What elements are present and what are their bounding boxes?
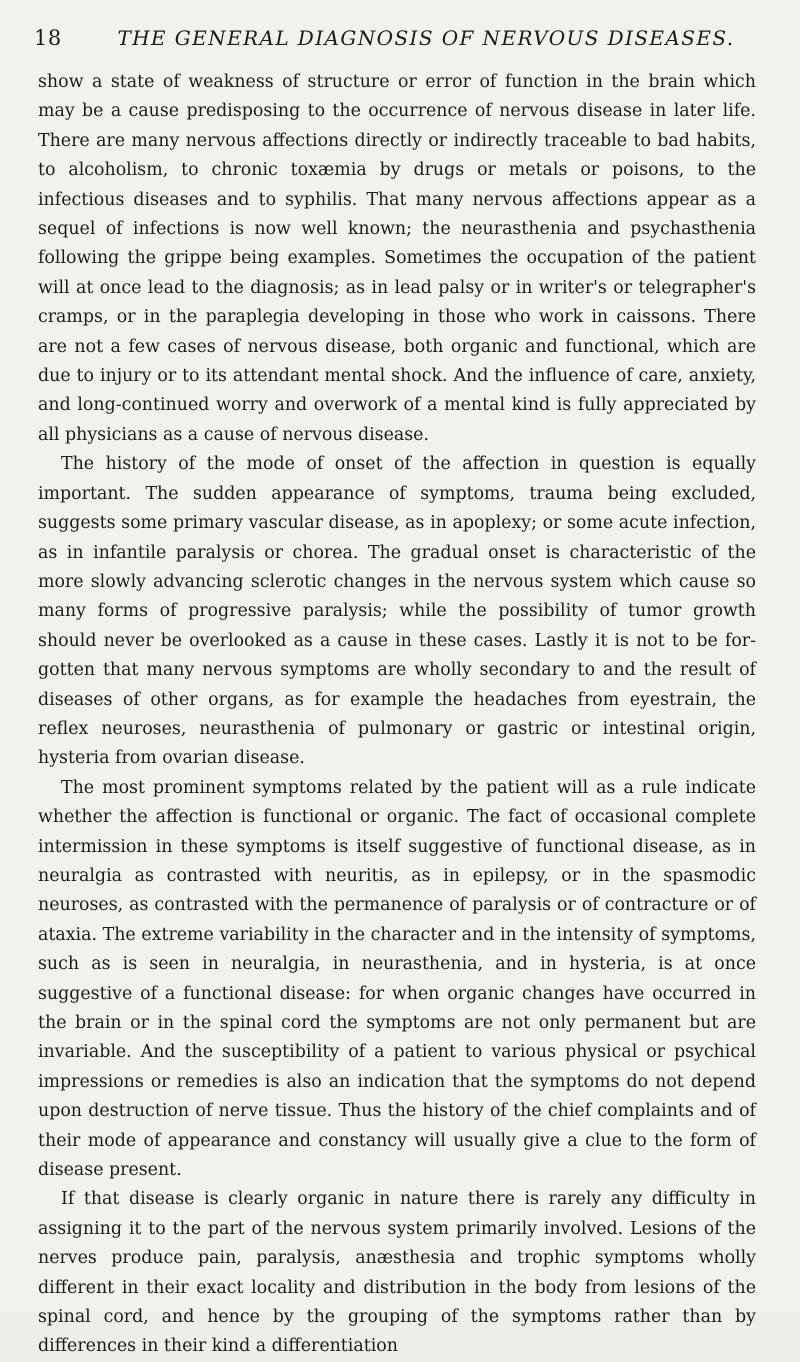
paragraph-prominent-symptoms: The most prominent symptoms related by the patient will as a rule indicate whether the affection is functional or organic. The fact of occasional complete intermission in these symptoms is itself suggestive of functional disease, as in neuralgia as contrasted with neuritis, as in epilepsy, or in the spasmodic neuroses, as contrasted with the permanence of paralysis or of contracture or of ataxia. The extreme variability in the character and in the intensity of symptoms, such as is seen in neuralgia, in neurasthenia, and in hysteria, is at once suggestive of a functional disease: for when organic changes have occurred in the brain or in the spinal cord the symptoms are not only permanent but are invariable. And the susceptibility of a patient to various physical or psychical impressions or remedies is also an indication that the symptoms do not depend upon destruction of nerve tissue. Thus the history of the chief complaints and of their mode of appearance and constancy will usually give a clue to the form of disease present. xyxy=(38,777,756,1181)
paragraph-mode-of-onset: The history of the mode of onset of the affection in question is equally important. The sudden appearance of symptoms, trauma being excluded, suggests some primary vascular disease, as in apoplexy; or some acute infection, as in infantile paralysis or chorea. The gradual onset is characteristic of the more slowly advancing sclerotic changes in the nervous system which cause so many forms of progressive paralysis; while the possibility of tumor growth should never be overlooked as a cause in these cases. Lastly it is not to be forgotten that many nervous symptoms are wholly secondary to and the result of diseases of other organs, as for example the headaches from eyestrain, the reflex neuroses, neurasthenia of pulmonary or gastric or intestinal origin, hysteria from ovarian disease. xyxy=(38,454,756,769)
body-text xyxy=(38,68,756,1357)
running-head-title: THE GENERAL DIAGNOSIS OF NERVOUS DISEASES. xyxy=(117,26,735,50)
running-head xyxy=(34,26,756,56)
page-number: 18 xyxy=(34,26,62,50)
paragraph-continued: show a state of weakness of structure or error of function in the brain which may be a cause predisposing to the occurrence of nervous disease in later life. There are many nervous affections directly or indirectly traceable to bad habits, to alcoholism, to chronic toxæmia by drugs or metals or poisons, to the infectious diseases and to syphilis. That many nervous affections appear as a sequel of infections is now well known; the neurasthenia and psychasthenia following the grippe being examples. Sometimes the occupation of the patient will at once lead to the diagnosis; as in lead palsy or in writer's or telegrapher's cramps, or in the paraplegia developing in those who work in caissons. There are not a few cases of nervous disease, both organic and functional, which are due to injury or to its attendant mental shock. And the influence of care, anxiety, and long-continued worry and overwork of a mental kind is fully appreciated by all physicians as a cause of nervous disease. xyxy=(38,72,756,445)
paragraph-organic-disease: If that disease is clearly organic in nature there is rarely any difficulty in assigning it to the part of the nervous system primarily involved. Lesions of the nerves produce pain, paralysis, anæsthesia and trophic symptoms wholly different in their exact locality and distribution in the body from lesions of the spinal cord, and hence by the grouping of the symptoms rather than by differences in their kind a differentiation xyxy=(38,1189,756,1357)
